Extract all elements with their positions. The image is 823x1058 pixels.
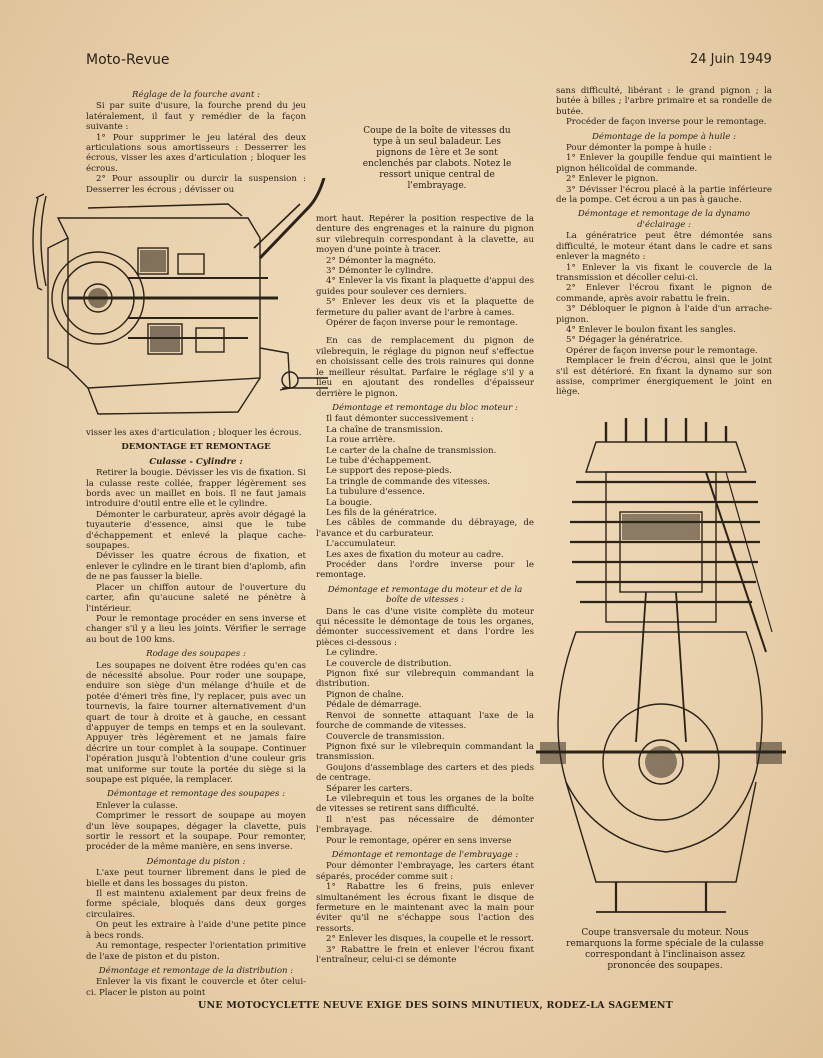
paragraph: Retirer la bougie. Dévisser les vis de fixation. Si la culasse reste collée, frapper légèrement ses bords avec un maillet en bois. Il ne faut jamais introduire d'outil entre elle et le cylindre. — [86, 468, 306, 510]
paragraph: Le support des repose-pieds. — [326, 466, 452, 477]
paragraph: Le tube d'échappement. — [326, 455, 432, 466]
section-heading: Démontage et remontage de la distribution : — [98, 965, 294, 976]
paragraph: 2° Enlever les disques, la coupelle et le ressort. — [326, 934, 534, 945]
paragraph: La bougie. — [326, 497, 372, 508]
paragraph: 1° Enlever la goupille fendue qui maintient le pignon hélicoïdal de commande. — [556, 153, 772, 174]
page-footer-slogan: UNE MOTOCYCLETTE NEUVE EXIGE DES SOINS MINUTIEUX, RODEZ-LA SAGEMENT — [198, 1000, 673, 1011]
paragraph: L'accumulateur. — [326, 539, 396, 550]
section-heading: Démontage et remontage des soupapes : — [106, 789, 286, 800]
paragraph: Si par suite d'usure, la fourche prend du jeu latéralement, il faut y remédier de la façon suivante : — [86, 101, 306, 133]
section-heading: Démontage de la pompe à huile : — [592, 131, 736, 142]
paragraph: 3° Dévisser l'écrou placé à la partie inférieure de la pompe. Cet écrou a un pas à gauche. — [556, 184, 772, 206]
paragraph: Les câbles de commande du débrayage, de l'avance et du carburateur. — [316, 518, 534, 539]
paragraph: Pignon fixé sur vilebrequin commandant la distribution. — [316, 669, 534, 690]
paragraph: Le vilebrequin et tous les organes de la boîte de vitesses se retirent sans difficulté. — [316, 793, 534, 815]
paragraph: La tringle de commande des vitesses. — [326, 476, 490, 487]
column-1-body — [86, 428, 306, 998]
paragraph: 5° Enlever les deux vis et la plaquette de fermeture du palier avant de l'arbre à cames. — [316, 297, 534, 318]
paragraph: 3° Rabattre le frein et enlever l'écrou fixant l'entraîneur, celui-ci se démonte — [316, 944, 534, 966]
paragraph: 4° Enlever la vis fixant la plaquette d'appui des guides pour soulever ces derniers. — [316, 276, 534, 297]
paragraph: Couvercle de transmission. — [326, 731, 445, 742]
paragraph: Les fils de la génératrice. — [326, 507, 437, 518]
paragraph: Opérer de façon inverse pour le remontage. — [566, 345, 758, 356]
paragraph: 3° Débloquer le pignon à l'aide d'un arrache-pignon. — [556, 304, 772, 325]
section-heading: Réglage de la fourche avant : — [131, 90, 261, 100]
column-2-body — [316, 214, 534, 965]
paragraph: 2° Enlever le pignon. — [566, 174, 659, 185]
paragraph: Le cylindre. — [326, 648, 378, 659]
section-heading: Rodage des soupapes : — [146, 649, 246, 660]
paragraph: Procéder dans l'ordre inverse pour le remontage. — [316, 560, 534, 581]
section-subtitle: Culasse - Cylindre : — [149, 456, 243, 467]
section-heading: Démontage et remontage de l'embrayage : — [331, 849, 519, 860]
paragraph: 2° Démonter la magnéto. — [326, 255, 436, 266]
paragraph: Pignon de chaîne. — [326, 689, 404, 700]
paragraph: Comprimer le ressort de soupape au moyen d'un lève soupapes, dégager la clavette, puis sortir le ressort et la soupape. Pour remonter, procéder de la même manière, en sens inverse. — [86, 811, 306, 853]
paragraph: Goujons d'assemblage des carters et des pieds de centrage. — [316, 762, 534, 784]
paragraph: Les axes de fixation du moteur au cadre. — [326, 549, 504, 560]
paragraph: Enlever la vis fixant le couvercle et ôter celui-ci. Placer le piston au point — [86, 977, 306, 998]
paragraph: La génératrice peut être démontée sans difficulté, le moteur étant dans le cadre et sans enlever la magnéto : — [556, 231, 772, 263]
paragraph: 4° Enlever le boulon fixant les sangles. — [566, 324, 736, 335]
paragraph: Le carter de la chaîne de transmission. — [326, 445, 497, 456]
section-heading: Démontage et remontage du moteur et de la boîte de vitesses : — [327, 584, 523, 606]
paragraph: Séparer les carters. — [326, 783, 413, 794]
section-title: DEMONTAGE ET REMONTAGE — [121, 442, 271, 453]
paragraph: Placer un chiffon autour de l'ouverture du carter, afin qu'aucune saleté ne pénètre à l'intérieur. — [86, 582, 306, 614]
paragraph: 1° Enlever la vis fixant le couvercle de la transmission et décoller celui-ci. — [556, 262, 772, 283]
paragraph: Le couvercle de distribution. — [326, 658, 452, 669]
paragraph: En cas de remplacement du pignon de vilebrequin, le réglage du pignon neuf s'effectue en choisissant celle des trois rainures qui donne le meilleur résultat. Parfaire le réglage s'il y a lieu en ajoutant des rondelles d'épaisseur derrière le pignon. — [316, 336, 534, 399]
paragraph: Les soupapes ne doivent être rodées qu'en cas de nécessité absolue. Pour roder une soupape, enduire son siège d'un mélange d'huile et de potée d'émeri très fine, l'y replacer, puis avec un tournevis, la faire tourner alternativement d'un quart de tour à droite et à gauche, en cessant d'appuyer de temps en temps et en la soulevant. Appuyer très légèrement et ne jamais faire décrire un tour complet à la soupape. Continuer l'opération jusqu'à l'obtention d'une couleur gris mat uniforme sur toute la portée du siège si la soupape est piquée, la remplacer. — [86, 660, 306, 785]
paragraph: visser les axes d'articulation ; bloquer les écrous. — [86, 428, 302, 438]
paragraph: Dans le cas d'une visite complète du moteur qui nécessite le démontage de tous les organes, démonter successivement et dans l'ordre les pièces ci-dessous : — [316, 606, 534, 648]
paragraph: 2° Enlever l'écrou fixant le pignon de commande, après avoir rabattu le frein. — [556, 283, 772, 304]
paragraph: 1° Pour supprimer le jeu latéral des deux articulations sous amortisseurs : Desserrer les écrous, visser les axes d'articulation ; bloquer les écrous. — [86, 132, 306, 174]
paragraph: Renvoi de sonnette attaquant l'axe de la fourche de commande de vitesses. — [316, 710, 534, 732]
paragraph: 2° Pour assouplir ou durcir la suspension : Desserrer les écrous ; dévisser ou — [86, 174, 306, 195]
paragraph: 5° Dégager la génératrice. — [566, 335, 683, 346]
paragraph: Il est maintenu axialement par deux freins de forme spéciale, bloqués dans deux gorges circulaires. — [86, 889, 306, 920]
paragraph: Enlever la culasse. — [96, 800, 178, 811]
paragraph: 1° Rabattre les 6 freins, puis enlever simultanément les écrous fixant le disque de fermeture en le maintenant avec la main pour éviter qu'il ne s'échappe sous l'action des ressorts. — [316, 882, 534, 934]
paragraph: Dévisser les quatre écrous de fixation, et enlever le cylindre en le tirant bien d'aplomb, afin de ne pas fausser la bielle. — [86, 551, 306, 583]
paragraph: Procéder de façon inverse pour le remontage. — [566, 117, 767, 128]
paragraph: Démonter le carburateur, après avoir dégagé la tuyauterie d'essence, ainsi que le tube d'échappement et enlevé la plaque cache-soupapes. — [86, 509, 306, 552]
paragraph: La tubulure d'essence. — [326, 487, 425, 498]
column-3-body — [556, 86, 772, 398]
magazine-title: Moto-Revue — [86, 52, 170, 68]
paragraph: mort haut. Repérer la position respective de la denture des engrenages et la rainure du pignon sur vilebrequin correspondant à la clavette, au moyen d'une pointe à tracer. — [316, 214, 534, 256]
spacer — [316, 328, 534, 336]
paragraph: L'axe peut tourner librement dans le pied de bielle et dans les bossages du piston. — [86, 868, 306, 889]
paragraph: Pour démonter l'embrayage, les carters étant séparés, procéder comme suit : — [316, 861, 534, 882]
section-heading: Démontage du piston : — [146, 856, 246, 867]
gearbox-caption: Coupe de la boîte de vitesses du type à un seul baladeur. Les pignons de 1ère et 3e sont enclenchés par clabots. Notez le ressort unique central de l'embrayage. — [362, 126, 512, 191]
issue-date: 24 Juin 1949 — [690, 52, 772, 67]
paragraph: Remplacer le frein d'écrou, ainsi que le joint s'il est détérioré. En fixant la dynamo sur son assise, comprimer énergiquement le joint en liège. — [556, 356, 772, 398]
paragraph: La roue arrière. — [326, 435, 396, 446]
paragraph: Opérer de façon inverse pour le remontage. — [326, 318, 518, 329]
paragraph: Pignon fixé sur le vilebrequin commandant la transmission. — [316, 741, 534, 763]
paragraph: Pour le remontage, opérer en sens inverse — [326, 835, 512, 846]
paragraph: Il n'est pas nécessaire de démonter l'embrayage. — [316, 814, 534, 836]
paragraph: Il faut démonter successivement : — [326, 414, 474, 425]
engine-cross-section-figure — [536, 412, 786, 922]
engine-caption: Coupe transversale du moteur. Nous remarquons la forme spéciale de la culasse correspondant à l'inclinaison assez prononcée des soupapes. — [566, 928, 764, 971]
section-heading: Démontage et remontage de la dynamo d'éclairage : — [577, 209, 751, 230]
paragraph: sans difficulté, libérant : le grand pignon ; la butée à billes ; l'arbre primaire et sa rondelle de butée. — [556, 86, 772, 117]
paragraph: Pour démonter la pompe à huile : — [566, 143, 712, 154]
paragraph: Au remontage, respecter l'orientation primitive de l'axe de piston et du piston. — [86, 941, 306, 962]
paragraph: Pour le remontage procéder en sens inverse et changer s'il y a lieu les joints. Vérifier le serrage au bout de 100 kms. — [86, 613, 306, 645]
gearbox-cutaway-figure — [28, 178, 338, 428]
paragraph: La chaîne de transmission. — [326, 424, 443, 435]
paragraph: 3° Démonter le cylindre. — [326, 266, 434, 277]
section-heading: Démontage et remontage du bloc moteur : — [332, 402, 518, 413]
paragraph: Pédale de démarrage. — [326, 700, 422, 711]
paragraph: On peut les extraire à l'aide d'une petite pince à becs ronds. — [86, 920, 306, 941]
